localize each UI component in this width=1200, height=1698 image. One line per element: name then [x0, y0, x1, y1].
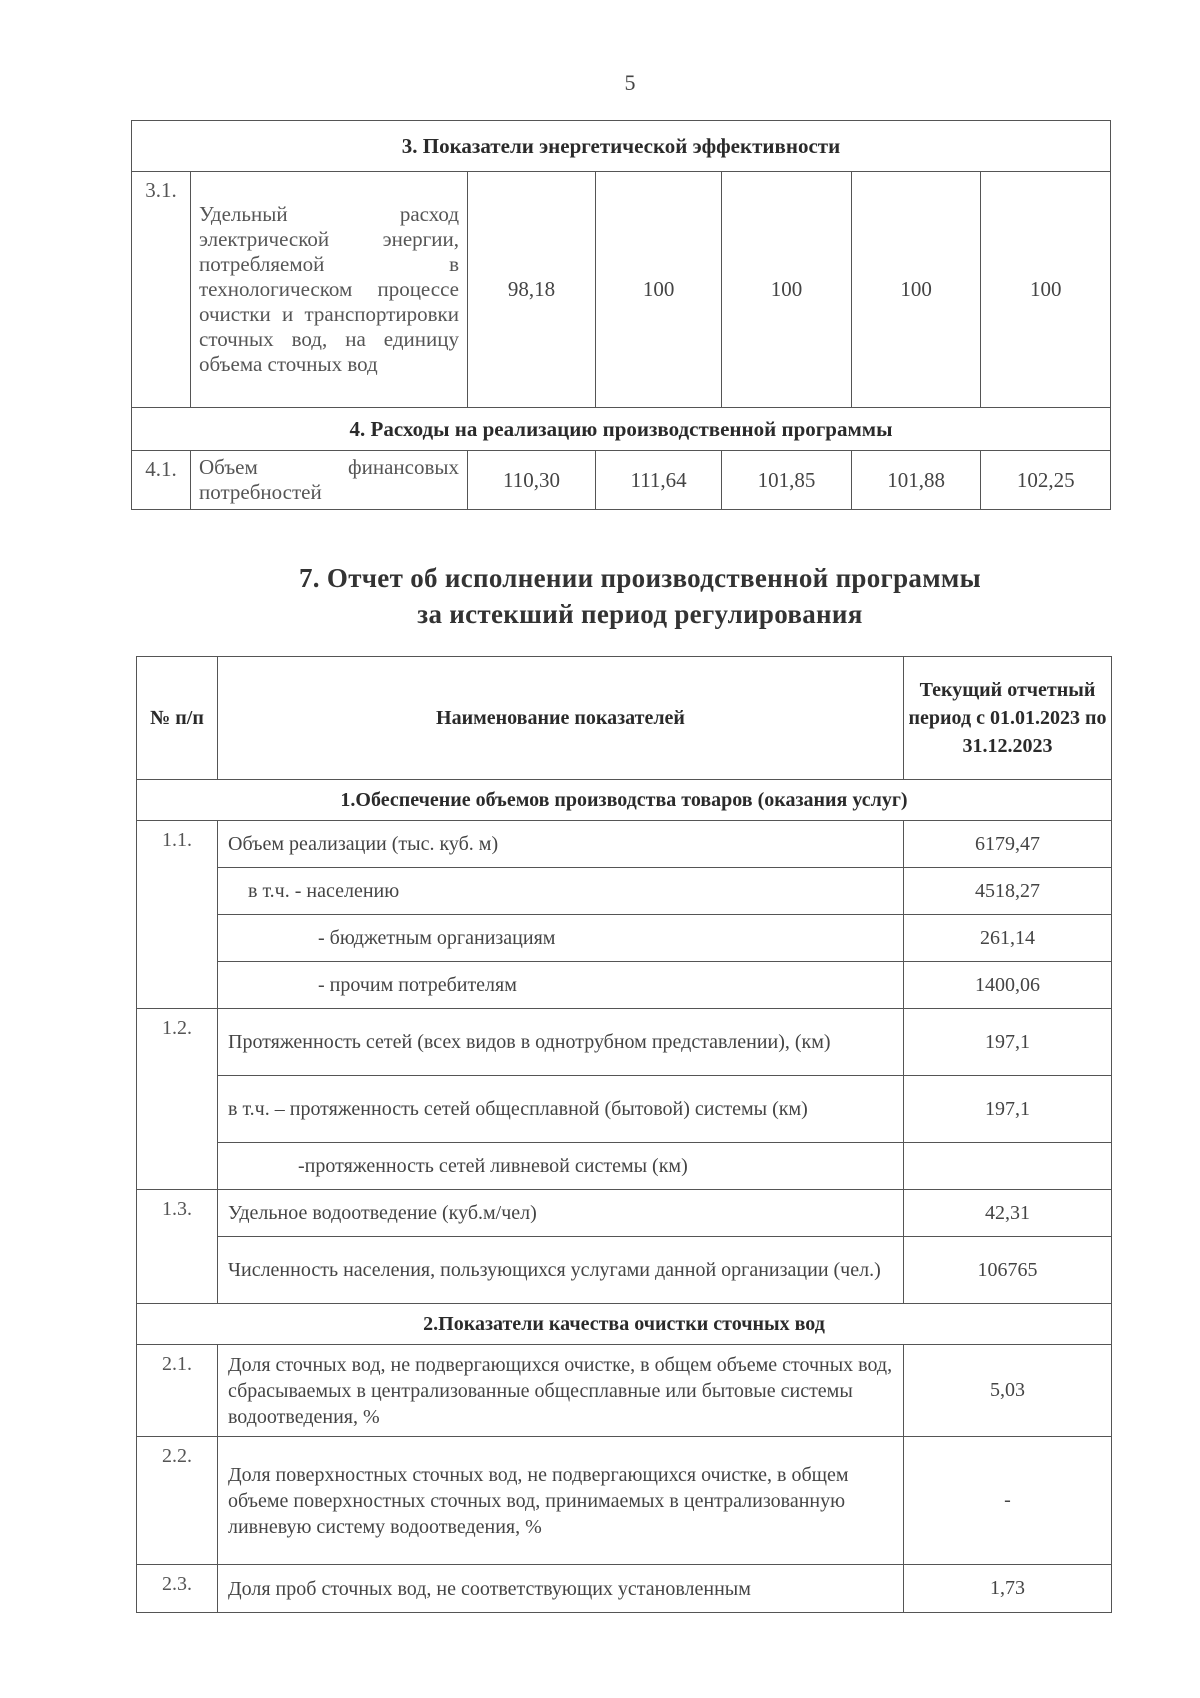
value-cell: 5,03 — [904, 1345, 1112, 1437]
value-cell: 42,31 — [904, 1190, 1112, 1237]
row-number: 4.1. — [132, 451, 191, 510]
value-cell: 111,64 — [595, 451, 721, 510]
value-cell: 1400,06 — [904, 962, 1112, 1009]
indicators-table-continued — [131, 120, 1111, 510]
table-row — [132, 172, 1111, 408]
table-row — [132, 451, 1111, 510]
value-cell: 102,25 — [981, 451, 1111, 510]
row-number: 2.1. — [137, 1345, 218, 1437]
value-cell: 100 — [722, 172, 852, 408]
value-cell: 6179,47 — [904, 821, 1112, 868]
table-row — [137, 868, 1112, 915]
table-row — [137, 821, 1112, 868]
table-row — [137, 1237, 1112, 1304]
table-row — [137, 1565, 1112, 1613]
indicator-name: в т.ч. – протяженность сетей общесплавной (бытовой) системы (км) — [218, 1076, 904, 1143]
value-cell: 100 — [595, 172, 721, 408]
table-row — [137, 1437, 1112, 1565]
report-heading-line-2: за истекший период регулирования — [417, 599, 863, 629]
page-number: 5 — [624, 70, 636, 95]
indicator-name: - прочим потребителям — [218, 962, 904, 1009]
indicator-name: в т.ч. - населению — [218, 868, 904, 915]
indicator-name: Протяженность сетей (всех видов в однотрубном представлении), (км) — [218, 1009, 904, 1076]
indicator-name: Доля поверхностных сточных вод, не подвергающихся очистке, в общем объеме поверхностных сточных вод, принимаемых в централизованную ливневую систему водоотведения, % — [218, 1437, 904, 1565]
report-table — [136, 656, 1112, 1613]
indicator-name: Объем финансовых потребностей — [191, 451, 468, 510]
value-cell: 101,88 — [851, 451, 981, 510]
value-cell: - — [904, 1437, 1112, 1565]
table-row — [137, 915, 1112, 962]
value-cell: 101,85 — [722, 451, 852, 510]
value-cell: 100 — [851, 172, 981, 408]
value-cell: 197,1 — [904, 1076, 1112, 1143]
indicator-name: Доля проб сточных вод, не соответствующих установленным — [218, 1565, 904, 1613]
row-number: 1.3. — [137, 1190, 218, 1304]
value-cell — [904, 1143, 1112, 1190]
section-3-header: 3. Показатели энергетической эффективности — [132, 121, 1111, 172]
value-cell: 197,1 — [904, 1009, 1112, 1076]
report-heading — [140, 560, 1140, 632]
section-4-header: 4. Расходы на реализацию производственной программы — [132, 408, 1111, 451]
value-cell: 100 — [981, 172, 1111, 408]
section-2-header: 2.Показатели качества очистки сточных вод — [137, 1304, 1112, 1345]
section-1-header: 1.Обеспечение объемов производства товаров (оказания услуг) — [137, 780, 1112, 821]
report-heading-line-1: 7. Отчет об исполнении производственной программы — [299, 563, 981, 593]
table-row — [137, 1143, 1112, 1190]
table-row — [137, 1009, 1112, 1076]
column-header-period: Текущий отчетный период с 01.01.2023 по 31.12.2023 — [904, 657, 1112, 780]
table-row — [137, 1345, 1112, 1437]
indicator-name: -протяженность сетей ливневой системы (км) — [218, 1143, 904, 1190]
table-row — [137, 1076, 1112, 1143]
indicator-name: Удельное водоотведение (куб.м/чел) — [218, 1190, 904, 1237]
table-row — [137, 1190, 1112, 1237]
row-number: 2.2. — [137, 1437, 218, 1565]
value-cell: 4518,27 — [904, 868, 1112, 915]
table-row — [137, 962, 1112, 1009]
value-cell: 1,73 — [904, 1565, 1112, 1613]
row-number: 3.1. — [132, 172, 191, 408]
value-cell: 261,14 — [904, 915, 1112, 962]
value-cell: 106765 — [904, 1237, 1112, 1304]
value-cell: 110,30 — [468, 451, 596, 510]
column-header-number: № п/п — [137, 657, 218, 780]
row-number: 1.2. — [137, 1009, 218, 1190]
indicator-name: Объем реализации (тыс. куб. м) — [218, 821, 904, 868]
row-number: 1.1. — [137, 821, 218, 1009]
row-number: 2.3. — [137, 1565, 218, 1613]
column-header-name: Наименование показателей — [218, 657, 904, 780]
indicator-name: Численность населения, пользующихся услугами данной организации (чел.) — [218, 1237, 904, 1304]
indicator-name: Удельный расход электрической энергии, потребляемой в технологическом процессе очистки и транспортировки сточных вод, на единицу объема сточных вод — [191, 172, 468, 408]
indicator-name: - бюджетным организациям — [218, 915, 904, 962]
indicator-name: Доля сточных вод, не подвергающихся очистке, в общем объеме сточных вод, сбрасываемых в централизованные общесплавные или бытовые системы водоотведения, % — [218, 1345, 904, 1437]
value-cell: 98,18 — [468, 172, 596, 408]
